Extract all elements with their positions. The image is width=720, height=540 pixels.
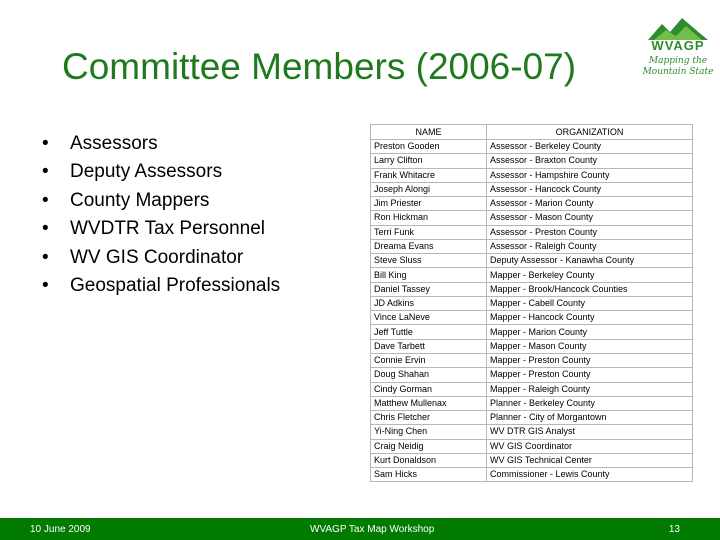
- page-number: 13: [668, 524, 680, 535]
- bullet-item: • WV GIS Coordinator: [42, 244, 280, 272]
- table-row: [371, 182, 693, 196]
- table-row: [371, 282, 693, 296]
- bullet-item: • Deputy Assessors: [42, 158, 280, 186]
- member-organization-cell: Assessor - Hancock County: [487, 182, 693, 196]
- member-organization-cell: Assessor - Berkeley County: [487, 140, 693, 154]
- table-row: [371, 382, 693, 396]
- logo-tagline: [640, 56, 716, 78]
- member-name-cell: Preston Gooden: [371, 140, 487, 154]
- bullet-item: • Geospatial Professionals: [42, 272, 280, 300]
- member-organization-cell: Assessor - Raleigh County: [487, 239, 693, 253]
- member-name-cell: Kurt Donaldson: [371, 453, 487, 467]
- member-name-cell: Cindy Gorman: [371, 382, 487, 396]
- member-organization-cell: Assessor - Preston County: [487, 225, 693, 239]
- bullet-item: • WVDTR Tax Personnel: [42, 215, 280, 243]
- table-row: [371, 325, 693, 339]
- member-name-cell: Terri Funk: [371, 225, 487, 239]
- member-name-cell: Jeff Tuttle: [371, 325, 487, 339]
- member-organization-cell: WV GIS Technical Center: [487, 453, 693, 467]
- table-row: [371, 254, 693, 268]
- member-name-cell: Joseph Alongi: [371, 182, 487, 196]
- table-row: [371, 168, 693, 182]
- table-row: [371, 296, 693, 310]
- table-row: [371, 368, 693, 382]
- member-name-cell: JD Adkins: [371, 296, 487, 310]
- bullet-item: • County Mappers: [42, 187, 280, 215]
- table-row: [371, 396, 693, 410]
- footer-bar: [0, 518, 720, 540]
- member-organization-cell: Mapper - Hancock County: [487, 311, 693, 325]
- name-column-header: NAME: [371, 125, 487, 140]
- member-name-cell: Doug Shahan: [371, 368, 487, 382]
- logo-tagline-line-1: Mapping the: [648, 56, 708, 66]
- member-organization-cell: Mapper - Mason County: [487, 339, 693, 353]
- table-row: [371, 339, 693, 353]
- table-row: [371, 154, 693, 168]
- member-name-cell: Bill King: [371, 268, 487, 282]
- member-organization-cell: Mapper - Cabell County: [487, 296, 693, 310]
- table-row: [371, 468, 693, 482]
- table-body: [371, 140, 693, 482]
- member-organization-cell: Assessor - Marion County: [487, 197, 693, 211]
- member-organization-cell: Commissioner - Lewis County: [487, 468, 693, 482]
- member-name-cell: Jim Priester: [371, 197, 487, 211]
- footer-event: WVAGP Tax Map Workshop: [310, 524, 435, 535]
- member-name-cell: Chris Fletcher: [371, 411, 487, 425]
- member-organization-cell: Assessor - Mason County: [487, 211, 693, 225]
- member-organization-cell: Planner - Berkeley County: [487, 396, 693, 410]
- table-row: [371, 353, 693, 367]
- member-name-cell: Connie Ervin: [371, 353, 487, 367]
- member-name-cell: Matthew Mullenax: [371, 396, 487, 410]
- member-organization-cell: Planner - City of Morgantown: [487, 411, 693, 425]
- logo-wordmark: WVAGP: [651, 38, 705, 53]
- member-organization-cell: WV GIS Coordinator: [487, 439, 693, 453]
- member-organization-cell: WV DTR GIS Analyst: [487, 425, 693, 439]
- bullet-item: • Assessors: [42, 130, 280, 158]
- table-row: [371, 411, 693, 425]
- table-header-row: [371, 125, 693, 140]
- table-row: [371, 439, 693, 453]
- table-row: [371, 425, 693, 439]
- member-organization-cell: Mapper - Marion County: [487, 325, 693, 339]
- organization-column-header: ORGANIZATION: [487, 125, 693, 140]
- table-row: [371, 197, 693, 211]
- member-organization-cell: Mapper - Preston County: [487, 353, 693, 367]
- member-name-cell: Craig Neidig: [371, 439, 487, 453]
- member-name-cell: Sam Hicks: [371, 468, 487, 482]
- member-organization-cell: Mapper - Berkeley County: [487, 268, 693, 282]
- table-row: [371, 225, 693, 239]
- wvagp-logo: [640, 16, 716, 82]
- committee-members-table: [370, 124, 693, 482]
- table-row: [371, 140, 693, 154]
- table-row: [371, 239, 693, 253]
- member-name-cell: Ron Hickman: [371, 211, 487, 225]
- footer-date: 10 June 2009: [30, 524, 91, 535]
- member-name-cell: Larry Clifton: [371, 154, 487, 168]
- table-row: [371, 268, 693, 282]
- member-name-cell: Frank Whitacre: [371, 168, 487, 182]
- member-name-cell: Yi-Ning Chen: [371, 425, 487, 439]
- member-organization-cell: Deputy Assessor - Kanawha County: [487, 254, 693, 268]
- logo-tagline-line-2: Mountain State: [642, 67, 714, 77]
- member-name-cell: Steve Sluss: [371, 254, 487, 268]
- member-name-cell: Dave Tarbett: [371, 339, 487, 353]
- member-organization-cell: Assessor - Hampshire County: [487, 168, 693, 182]
- table-row: [371, 211, 693, 225]
- member-organization-cell: Mapper - Raleigh County: [487, 382, 693, 396]
- member-organization-cell: Mapper - Brook/Hancock Counties: [487, 282, 693, 296]
- member-name-cell: Dreama Evans: [371, 239, 487, 253]
- table-row: [371, 453, 693, 467]
- member-name-cell: Daniel Tassey: [371, 282, 487, 296]
- member-name-cell: Vince LaNeve: [371, 311, 487, 325]
- member-category-list: [42, 130, 280, 300]
- member-organization-cell: Mapper - Preston County: [487, 368, 693, 382]
- slide-title: Committee Members (2006-07): [62, 46, 577, 87]
- member-organization-cell: Assessor - Braxton County: [487, 154, 693, 168]
- table-row: [371, 311, 693, 325]
